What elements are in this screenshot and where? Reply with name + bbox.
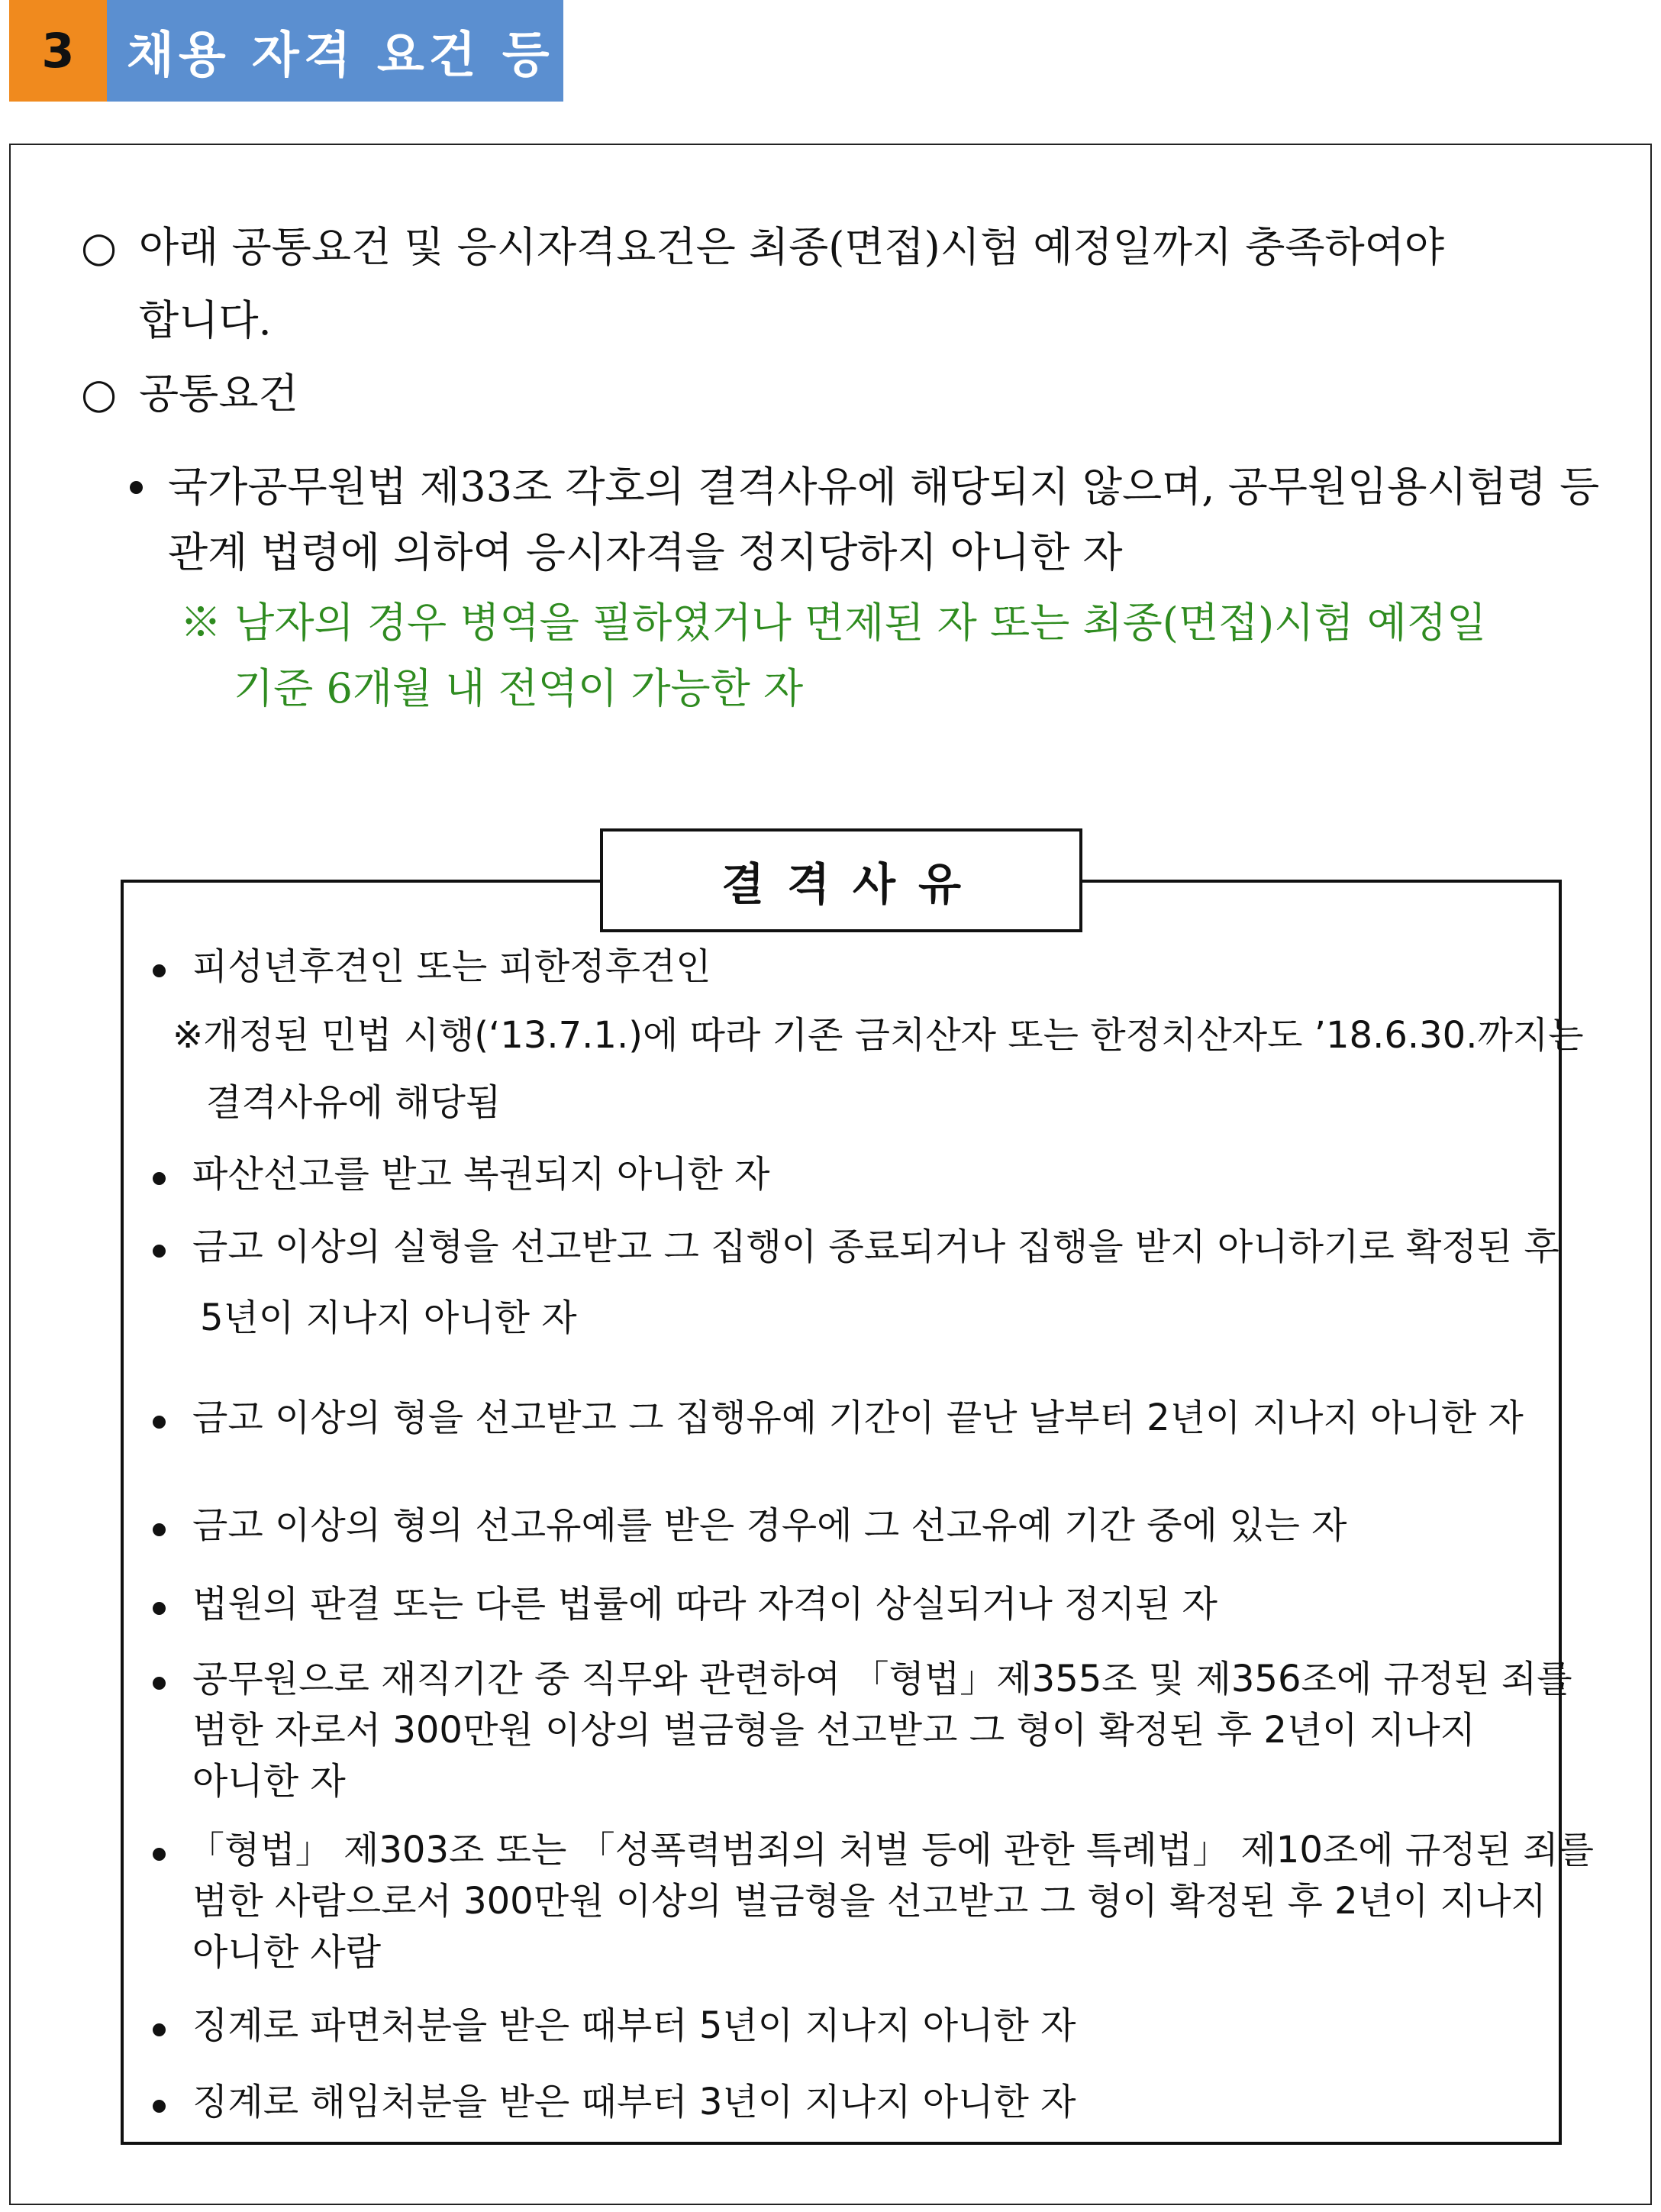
disqualification-title: 결격사유 [600, 828, 1082, 932]
disq-item: 금고 이상의 형을 선고받고 그 집행유예 기간이 끝난 날부터 2년이 지나지 아니한 자 [192, 1397, 1524, 1439]
bullet-dot-icon [153, 1172, 166, 1185]
intro-item-common: 공통요건 [139, 370, 298, 418]
disq-item: 「형법」 제303조 또는 「성폭력범죄의 처벌 등에 관한 특례법」 제10조에 규정된 죄를 [188, 1829, 1594, 1871]
disq-item: 징계로 해임처분을 받은 때부터 3년이 지나지 아니한 자 [192, 2081, 1076, 2123]
disq-item-cont: 범한 사람으로서 300만원 이상의 벌금형을 선고받고 그 형이 확정된 후 2년이 지나지 [192, 1880, 1547, 1923]
bullet-dot-icon [153, 964, 166, 977]
bullet-dot-icon [153, 1416, 166, 1429]
circle-bullet-icon: ○ [81, 370, 118, 418]
disq-item-cont: 아니한 자 [192, 1760, 346, 1803]
intro-item-1-cont: 합니다. [139, 296, 272, 344]
bullet-dot-icon [153, 2023, 166, 2036]
section-title: 채용 자격 요건 등 [107, 0, 563, 102]
disq-note-cont: 결격사유에 해당됨 [206, 1081, 502, 1124]
disq-item: 파산선고를 받고 복권되지 아니한 자 [192, 1153, 770, 1196]
disq-note: ※개정된 민법 시행(‘13.7.1.)에 따라 기존 금치산자 또는 한정치산자도 ’18.6.30.까지는 [173, 1014, 1584, 1057]
disq-item: 법원의 판결 또는 다른 법률에 따라 자격이 상실되거나 정지된 자 [192, 1583, 1218, 1626]
intro-item-1: 아래 공통요건 및 응시자격요건은 최종(면접)시험 예정일까지 충족하여야 [139, 223, 1445, 271]
bullet-dot-icon [153, 1245, 166, 1258]
disq-item: 징계로 파면처분을 받은 때부터 5년이 지나지 아니한 자 [192, 2004, 1076, 2047]
bullet-dot-icon [153, 1677, 166, 1690]
bullet-dot-icon [153, 2100, 166, 2113]
circle-bullet-icon: ○ [81, 223, 118, 271]
bullet-dot-icon [153, 1523, 166, 1536]
common-requirement: 국가공무원법 제33조 각호의 결격사유에 해당되지 않으며, 공무원임용시험령 등 [168, 463, 1600, 511]
bullet-dot-icon [130, 481, 143, 494]
disq-item: 금고 이상의 형의 선고유예를 받은 경우에 그 선고유예 기간 중에 있는 자 [192, 1504, 1347, 1547]
disq-item-cont: 범한 자로서 300만원 이상의 벌금형을 선고받고 그 형이 확정된 후 2년이 지나지 [192, 1709, 1476, 1752]
common-requirement-cont: 관계 법령에 의하여 응시자격을 정지당하지 아니한 자 [168, 528, 1123, 576]
section-number: 3 [9, 0, 107, 102]
bullet-dot-icon [153, 1848, 166, 1861]
disq-item-cont: 5년이 지나지 아니한 자 [200, 1297, 577, 1339]
military-note-cont: 기준 6개월 내 전역이 가능한 자 [234, 664, 804, 712]
disq-item: 피성년후견인 또는 피한정후견인 [192, 945, 711, 988]
disq-item: 공무원으로 재직기간 중 직무와 관련하여 「형법」제355조 및 제356조에 규정된 죄를 [192, 1658, 1572, 1700]
disq-item: 금고 이상의 실형을 선고받고 그 집행이 종료되거나 집행을 받지 아니하기로 확정된 후 [192, 1225, 1559, 1268]
bullet-dot-icon [153, 1602, 166, 1615]
military-note: ※ 남자의 경우 병역을 필하였거나 면제된 자 또는 최종(면접)시험 예정일 [180, 599, 1487, 647]
disq-item-cont: 아니한 사람 [192, 1931, 382, 1974]
